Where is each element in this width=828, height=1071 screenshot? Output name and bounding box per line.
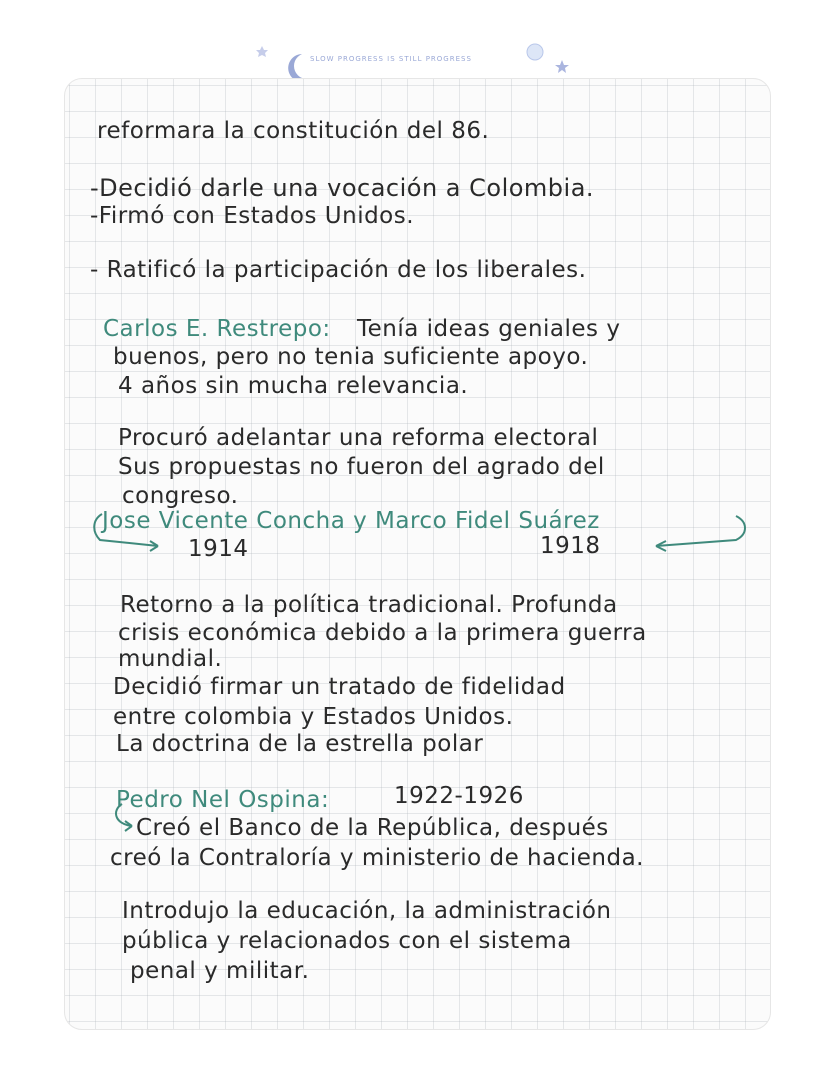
note-line: Tenía ideas geniales y [357,316,621,342]
note-line: Sus propuestas no fueron del agrado del [118,454,605,480]
arrow-left-icon [88,510,508,560]
note-line: congreso. [122,483,239,509]
note-line: reformara la constitución del 86. [97,118,490,144]
note-line: - Ratificó la participación de los liberales. [90,257,587,283]
note-line: La doctrina de la estrella polar [116,731,484,757]
section-heading: Pedro Nel Ospina: [116,787,330,813]
year-label: 1918 [540,533,601,559]
note-line: Retorno a la política tradicional. Profunda [120,592,618,618]
note-line: Decidió firmar un tratado de fidelidad [113,674,566,700]
note-line: pública y relacionados con el sistema [122,928,572,954]
year-label: 1914 [188,536,249,562]
note-line: entre colombia y Estados Unidos. [113,704,514,730]
note-line: Procuró adelantar una reforma electoral [118,425,599,451]
note-line: creó la Contraloría y ministerio de hacienda. [110,845,644,871]
year-label: 1922-1926 [394,783,524,809]
note-line: mundial. [118,646,223,672]
note-line: Creó el Banco de la República, después [136,815,609,841]
header-tagline: SLOW PROGRESS IS STILL PROGRESS [310,55,472,63]
arrow-right-icon [640,508,750,558]
note-line: Introdujo la educación, la administración [122,898,612,924]
note-line: -Firmó con Estados Unidos. [90,203,415,229]
note-line: -Decidió darle una vocación a Colombia. [90,174,595,202]
note-line: buenos, pero no tenia suficiente apoyo. [113,344,589,370]
section-heading: Carlos E. Restrepo: [103,316,331,342]
note-line: crisis económica debido a la primera guerra [118,620,647,646]
note-line: 4 años sin mucha relevancia. [118,373,469,399]
note-line: penal y militar. [130,958,310,984]
section-heading: Jose Vicente Concha y Marco Fidel Suárez [102,508,600,534]
